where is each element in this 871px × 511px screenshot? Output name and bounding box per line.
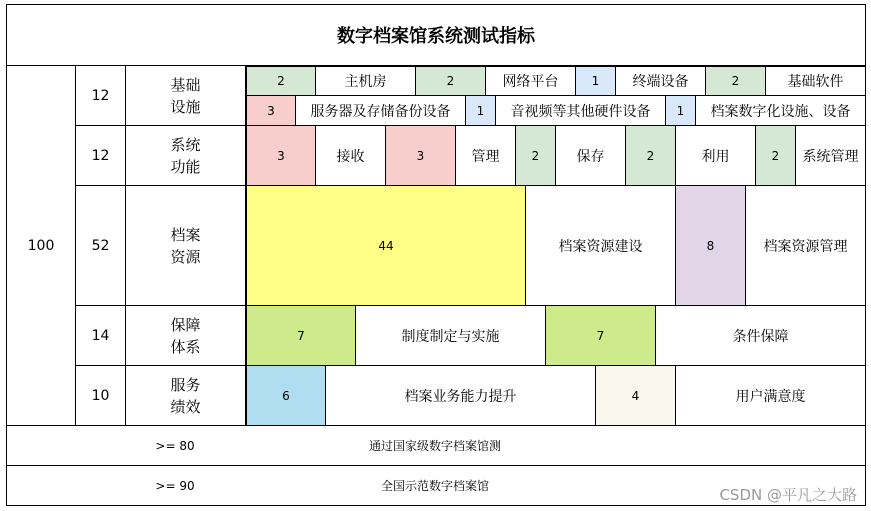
total-score: 100	[6, 65, 76, 426]
service-weight-cell: 4	[595, 365, 676, 426]
func-weight-cell: 2	[625, 125, 676, 186]
func-score: 12	[75, 125, 126, 186]
func-weight-cell: 2	[755, 125, 796, 186]
page-title: 数字档案馆系统测试指标	[6, 4, 866, 66]
guarantee-category: 保障 体系	[125, 305, 246, 366]
infra-weight-cell: 2	[705, 66, 766, 96]
infra-item-cell: 服务器及存储备份设备	[295, 95, 466, 126]
func-category: 系统 功能	[125, 125, 246, 186]
guarantee-weight-cell: 7	[545, 305, 656, 366]
resource-weight-cell: 8	[675, 185, 746, 306]
resource-category: 档案 资源	[125, 185, 246, 306]
infra-weight-cell: 2	[415, 66, 486, 96]
threshold-score: >= 90	[155, 478, 195, 493]
threshold-score: >= 80	[155, 438, 195, 453]
resource-score: 52	[75, 185, 126, 306]
guarantee-weight-cell: 7	[246, 305, 356, 366]
guarantee-item-cell: 条件保障	[655, 305, 866, 366]
func-item-cell: 保存	[555, 125, 626, 186]
service-category: 服务 绩效	[125, 365, 246, 426]
service-score: 10	[75, 365, 126, 426]
infra-weight-cell: 1	[575, 66, 616, 96]
infra-category: 基础 设施	[125, 65, 246, 126]
infra-item-cell: 主机房	[315, 66, 416, 96]
func-item-cell: 系统管理	[795, 125, 866, 186]
func-item-cell: 利用	[675, 125, 756, 186]
infra-item-cell: 终端设备	[615, 66, 706, 96]
resource-item-cell: 档案资源管理	[745, 185, 866, 306]
infra-weight-cell: 1	[665, 95, 696, 126]
resource-item-cell: 档案资源建设	[525, 185, 676, 306]
infra-weight-cell: 1	[465, 95, 496, 126]
guarantee-item-cell: 制度制定与实施	[355, 305, 546, 366]
resource-weight-cell: 44	[246, 185, 526, 306]
watermark-text: CSDN @平凡之大路	[719, 486, 857, 504]
infra-score: 12	[75, 65, 126, 126]
service-weight-cell: 6	[246, 365, 326, 426]
func-weight-cell: 3	[385, 125, 456, 186]
func-item-cell: 管理	[455, 125, 516, 186]
func-weight-cell: 3	[246, 125, 316, 186]
guarantee-score: 14	[75, 305, 126, 366]
infra-item-cell: 网络平台	[485, 66, 576, 96]
infra-weight-cell: 3	[246, 95, 296, 126]
threshold-label: 通过国家级数字档案馆测	[368, 439, 501, 453]
func-item-cell: 接收	[315, 125, 386, 186]
func-weight-cell: 2	[515, 125, 556, 186]
infra-item-cell: 档案数字化设施、设备	[695, 95, 866, 126]
infra-weight-cell: 2	[246, 66, 316, 96]
infra-item-cell: 基础软件	[765, 66, 866, 96]
service-item-cell: 档案业务能力提升	[325, 365, 596, 426]
threshold-label: 全国示范数字档案馆	[380, 479, 489, 493]
service-item-cell: 用户满意度	[675, 365, 866, 426]
infra-item-cell: 音视频等其他硬件设备	[495, 95, 666, 126]
